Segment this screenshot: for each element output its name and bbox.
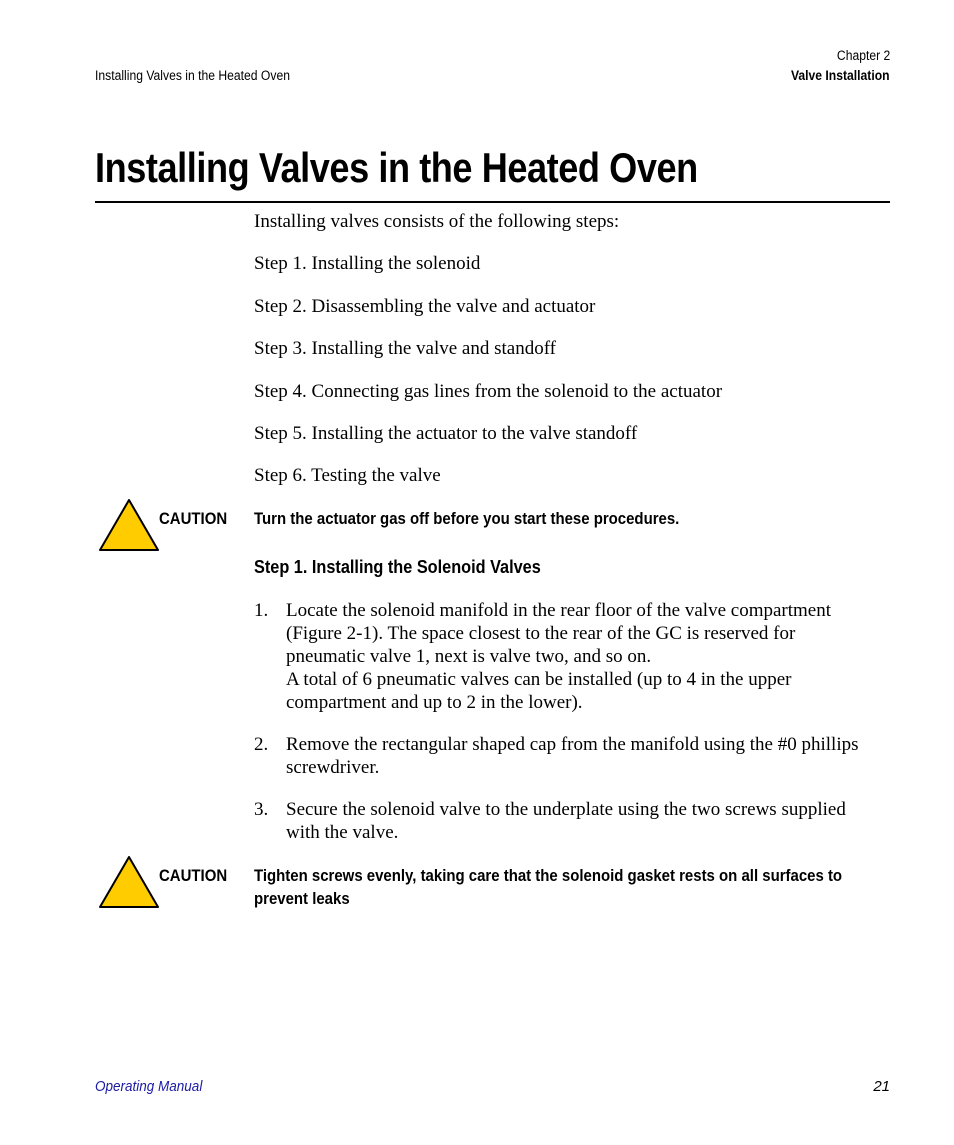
page-title: Installing Valves in the Heated Oven	[95, 144, 698, 191]
list-item-line: Remove the rectangular shaped cap from the manifold using the #0 phillips	[286, 734, 859, 755]
step-item-3: Step 3. Installing the valve and standoff	[254, 338, 557, 359]
list-item	[286, 798, 896, 844]
caution-warning-icon	[98, 498, 160, 552]
section-subheading: Step 1. Installing the Solenoid Valves	[254, 556, 541, 577]
list-item-number: 3.	[254, 799, 269, 820]
header-running-title: Installing Valves in the Heated Oven	[95, 68, 290, 83]
list-item-line: Secure the solenoid valve to the underplate using the two screws supplied	[286, 799, 846, 820]
caution-label: CAUTION	[159, 866, 228, 885]
intro-text: Installing valves consists of the following steps:	[254, 211, 620, 232]
list-item-line: with the valve.	[286, 822, 399, 843]
list-item	[286, 599, 896, 714]
step-item-2: Step 2. Disassembling the valve and actuator	[254, 296, 596, 317]
step-item-5: Step 5. Installing the actuator to the valve standoff	[254, 423, 638, 444]
caution-text-line: Tighten screws evenly, taking care that the solenoid gasket rests on all surfaces to	[254, 866, 843, 885]
header-section: Valve Installation	[791, 68, 890, 83]
step-item-4: Step 4. Connecting gas lines from the solenoid to the actuator	[254, 381, 723, 402]
list-item-line: Locate the solenoid manifold in the rear floor of the valve compartment	[286, 600, 831, 621]
list-item-line: A total of 6 pneumatic valves can be installed (up to 4 in the upper	[286, 669, 792, 690]
step-item-1: Step 1. Installing the solenoid	[254, 253, 481, 274]
caution-text-line: prevent leaks	[254, 889, 350, 908]
list-item-line: (Figure 2-1). The space closest to the rear of the GC is reserved for	[286, 623, 796, 644]
list-item-number: 1.	[254, 600, 269, 621]
caution-text: Turn the actuator gas off before you start these procedures.	[254, 509, 680, 528]
list-item-line: screwdriver.	[286, 757, 380, 778]
list-item-line: compartment and up to 2 in the lower).	[286, 692, 583, 713]
caution-label: CAUTION	[159, 509, 228, 528]
page-number: 21	[873, 1078, 890, 1095]
caution-text	[254, 864, 888, 910]
step-item-6: Step 6. Testing the valve	[254, 465, 441, 486]
header-chapter: Chapter 2	[836, 48, 890, 63]
list-item-line: pneumatic valve 1, next is valve two, and so on.	[286, 646, 652, 667]
list-item-number: 2.	[254, 734, 269, 755]
title-rule	[95, 201, 890, 203]
footer-manual-title: Operating Manual	[95, 1078, 203, 1095]
list-item	[286, 733, 896, 779]
caution-warning-icon	[98, 855, 160, 909]
